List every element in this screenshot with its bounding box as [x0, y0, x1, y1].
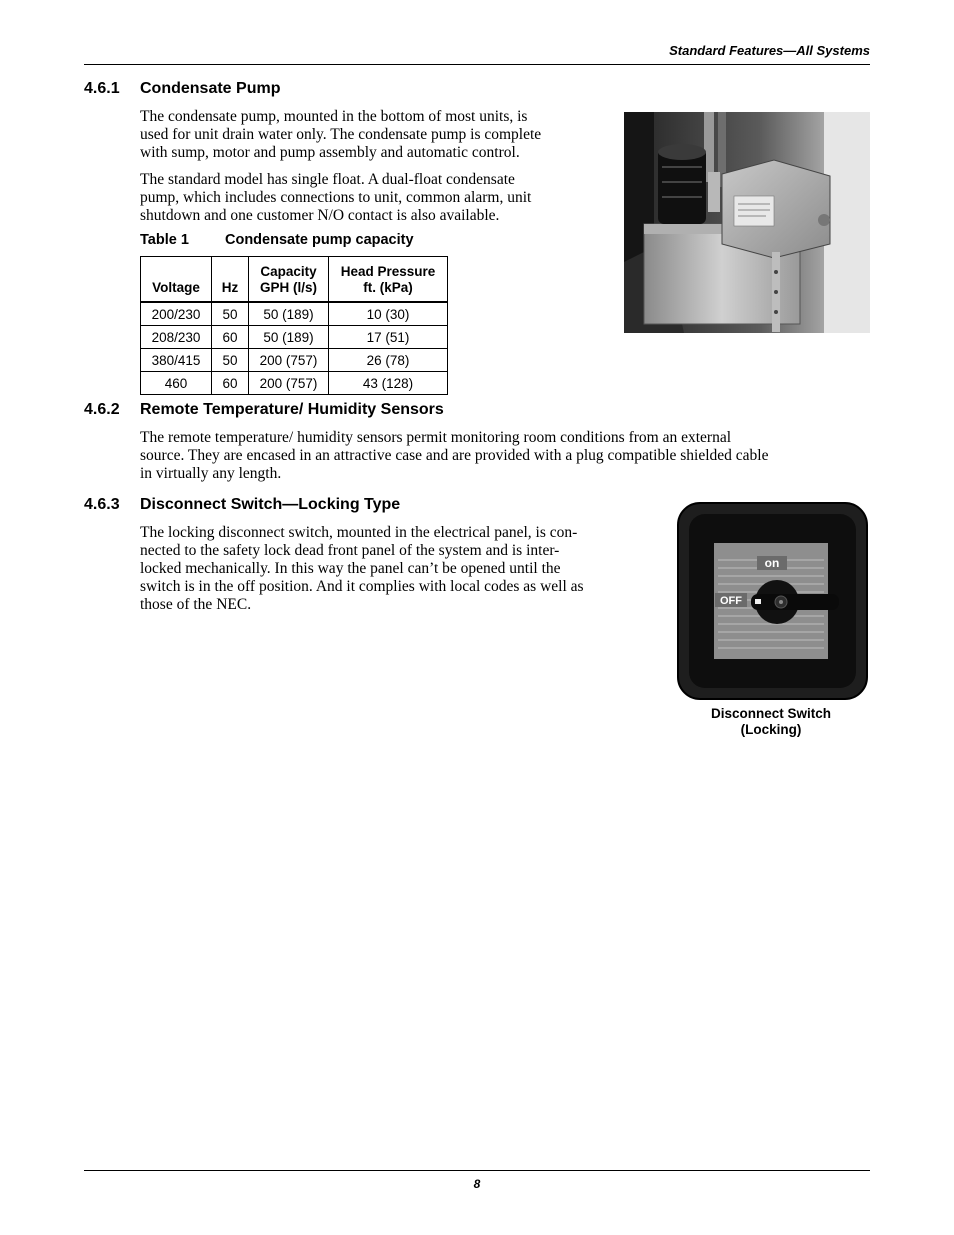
figure-caption: [686, 706, 856, 738]
cell-hz: 60: [212, 326, 249, 349]
cell-voltage: 200/230: [141, 302, 212, 326]
header-capacity: Capacity GPH (l/s): [249, 257, 329, 303]
table-caption: [140, 232, 414, 248]
text-line: The remote temperature/ humidity sensors permit monitoring room conditions from an external: [140, 429, 732, 446]
switch-on-label: on: [764, 556, 780, 570]
cell-capacity: 200 (757): [249, 372, 329, 395]
section-heading-4-6-2: [84, 401, 444, 419]
header-voltage: Voltage: [141, 257, 212, 303]
text-line: The locking disconnect switch, mounted in the electrical panel, is con-: [140, 524, 578, 541]
page-number: 8: [473, 1177, 481, 1191]
header-rule: [84, 64, 870, 65]
section-title: Condensate Pump: [140, 80, 281, 97]
text-line: The standard model has single float. A dual-float condensate: [140, 171, 515, 188]
running-head: Standard Features—All Systems: [669, 43, 870, 58]
section-number: 4.6.3: [84, 496, 120, 513]
figure-caption-line: Disconnect Switch: [710, 706, 832, 721]
table-row: [141, 302, 448, 326]
table-row: [141, 349, 448, 372]
condensate-pump-capacity-table: [140, 256, 448, 395]
cell-head-pressure: 17 (51): [329, 326, 448, 349]
table-label: Table 1: [140, 232, 189, 248]
cell-capacity: 50 (189): [249, 302, 329, 326]
section-number: 4.6.1: [84, 80, 120, 97]
cell-capacity: 200 (757): [249, 349, 329, 372]
footer-rule: [84, 1170, 870, 1171]
cell-voltage: 380/415: [141, 349, 212, 372]
text-line: pump, which includes connections to unit, common alarm, unit: [140, 189, 532, 206]
condensate-pump-paragraph-1: [140, 108, 541, 162]
switch-off-label: OFF: [720, 595, 742, 607]
table-header-row: [141, 257, 448, 303]
cell-head-pressure: 26 (78): [329, 349, 448, 372]
table-title: Condensate pump capacity: [225, 232, 414, 248]
cell-capacity: 50 (189): [249, 326, 329, 349]
text-line: locked mechanically. In this way the panel can’t be opened until the: [140, 560, 561, 577]
text-line: nected to the safety lock dead front panel of the system and is inter-: [140, 542, 560, 559]
text-line: in virtually any length.: [140, 465, 282, 482]
text-line: The condensate pump, mounted in the bottom of most units, is: [140, 108, 528, 125]
table-row: [141, 326, 448, 349]
text-line: source. They are encased in an attractive case and are provided with a plug compatible shielded cable: [140, 447, 769, 464]
header-head-pressure: Head Pressure ft. (kPa): [329, 257, 448, 303]
cell-voltage: 208/230: [141, 326, 212, 349]
section-title: Remote Temperature/ Humidity Sensors: [140, 401, 444, 418]
table-row: [141, 372, 448, 395]
cell-voltage: 460: [141, 372, 212, 395]
text-line: shutdown and one customer N/O contact is also available.: [140, 207, 500, 224]
disconnect-switch-photo: [677, 502, 868, 700]
disconnect-switch-paragraph: [140, 524, 584, 614]
cell-hz: 60: [212, 372, 249, 395]
figure-caption-line: (Locking): [740, 722, 802, 737]
section-heading-4-6-3: [84, 496, 400, 514]
text-line: with sump, motor and pump assembly and automatic control.: [140, 144, 520, 161]
header-hz: Hz: [212, 257, 249, 303]
section-title: Disconnect Switch—Locking Type: [140, 496, 401, 513]
text-line: switch is in the off position. And it complies with local codes as well as: [140, 578, 584, 595]
condensate-pump-paragraph-2: [140, 171, 531, 225]
cell-head-pressure: 43 (128): [329, 372, 448, 395]
text-line: used for unit drain water only. The condensate pump is complete: [140, 126, 542, 143]
cell-hz: 50: [212, 302, 249, 326]
disconnect-switch-illustration: [677, 502, 868, 700]
cell-head-pressure: 10 (30): [329, 302, 448, 326]
remote-sensors-paragraph: [140, 429, 768, 483]
condensate-pump-illustration: [624, 112, 870, 333]
section-heading-4-6-1: [84, 80, 280, 98]
section-number: 4.6.2: [84, 401, 120, 418]
text-line: those of the NEC.: [140, 596, 252, 613]
cell-hz: 50: [212, 349, 249, 372]
condensate-pump-photo: [624, 112, 870, 333]
